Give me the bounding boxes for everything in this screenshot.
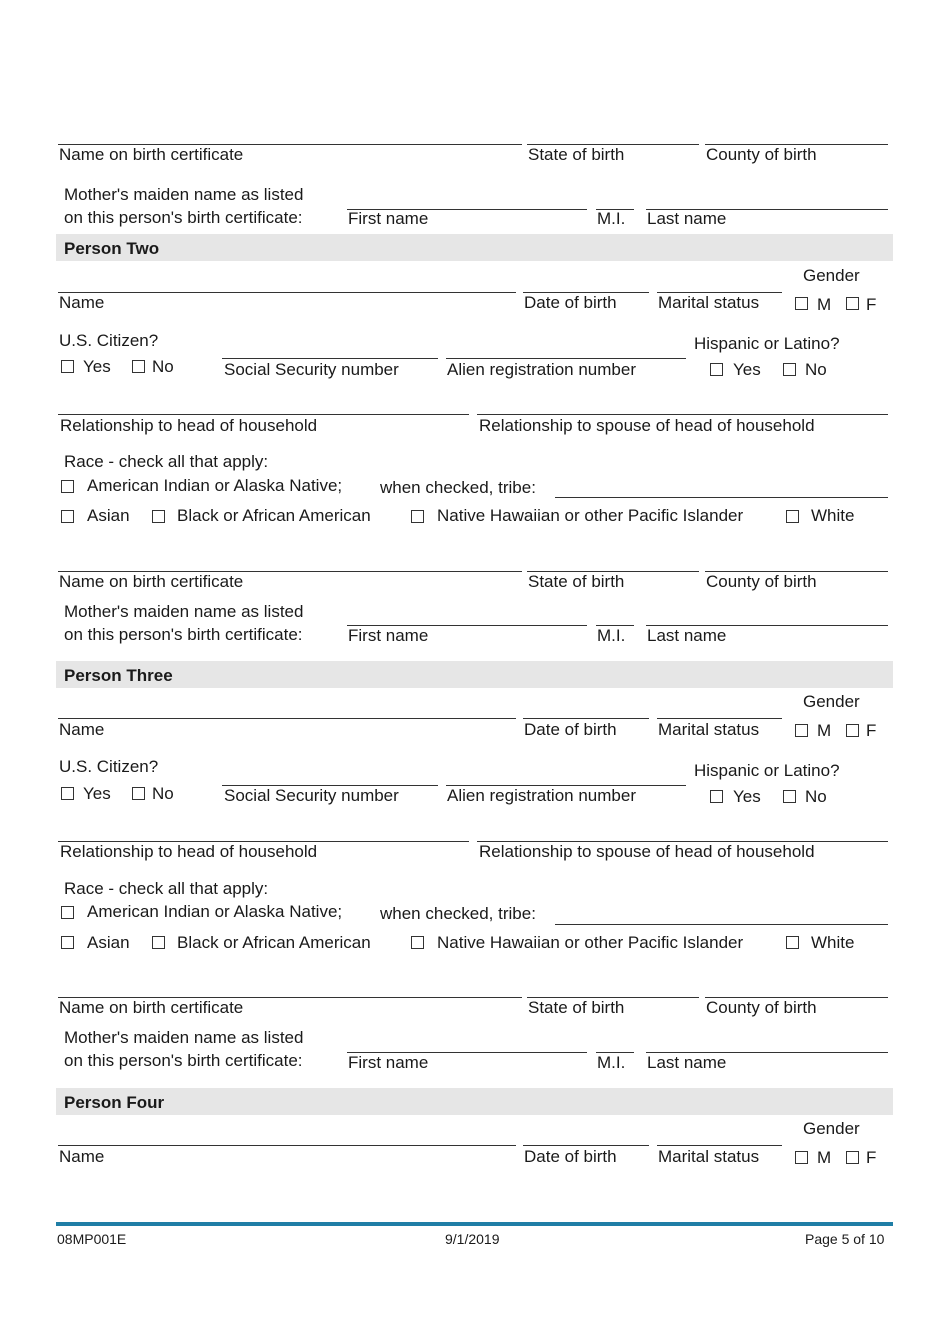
alien-reg-label: Alien registration number <box>447 360 636 379</box>
rel-head-label: Relationship to head of household <box>60 842 318 861</box>
citizen-yes-label: Yes <box>83 784 111 803</box>
date-of-birth-label: Date of birth <box>524 720 617 739</box>
hispanic-label: Hispanic or Latino? <box>694 761 840 780</box>
mothers-maiden-label-line1: Mother's maiden name as listed <box>64 602 304 621</box>
race-american-indian-checkbox-p3[interactable] <box>61 906 74 919</box>
county-of-birth-label: County of birth <box>706 572 817 591</box>
rel-spouse-label: Relationship to spouse of head of household <box>479 842 815 861</box>
hispanic-no-label: No <box>805 787 827 806</box>
state-of-birth-label: State of birth <box>528 572 625 591</box>
gender-m-label: M <box>817 1148 832 1167</box>
race-black-checkbox-p2[interactable] <box>152 510 165 523</box>
hispanic-yes-checkbox-p3[interactable] <box>710 790 723 803</box>
tribe-field-p2[interactable] <box>555 497 888 498</box>
county-of-birth-label: County of birth <box>706 145 817 164</box>
name-on-birth-cert-label: Name on birth certificate <box>59 998 244 1017</box>
mothers-maiden-label-line1: Mother's maiden name as listed <box>64 1028 304 1047</box>
last-name-label: Last name <box>647 209 727 228</box>
date-of-birth-label: Date of birth <box>524 293 617 312</box>
gender-m-label: M <box>817 721 832 740</box>
race-american-indian-label: American Indian or Alaska Native; <box>87 902 343 921</box>
rel-spouse-label: Relationship to spouse of head of household <box>479 416 815 435</box>
race-black-label: Black or African American <box>177 933 371 952</box>
section-title: Person Four <box>64 1093 165 1112</box>
marital-status-label: Marital status <box>658 720 760 739</box>
gender-f-label: F <box>866 295 877 314</box>
rel-head-label: Relationship to head of household <box>60 416 318 435</box>
section-header-person-four <box>56 1088 893 1115</box>
mothers-maiden-label-line1: Mother's maiden name as listed <box>64 185 304 204</box>
citizen-yes-checkbox-p2[interactable] <box>61 360 74 373</box>
race-asian-label: Asian <box>87 933 130 952</box>
mi-label: M.I. <box>597 1053 626 1072</box>
race-asian-checkbox-p2[interactable] <box>61 510 74 523</box>
gender-f-label: F <box>866 1148 877 1167</box>
mothers-maiden-label-line2: on this person's birth certificate: <box>64 1051 303 1070</box>
citizen-yes-label: Yes <box>83 357 111 376</box>
race-white-label: White <box>811 506 855 525</box>
name-on-birth-cert-label: Name on birth certificate <box>59 145 244 164</box>
gender-f-checkbox-p2[interactable] <box>846 297 859 310</box>
race-white-label: White <box>811 933 855 952</box>
name-label: Name <box>59 293 105 312</box>
race-asian-label: Asian <box>87 506 130 525</box>
mothers-maiden-label-line2: on this person's birth certificate: <box>64 208 303 227</box>
hispanic-no-checkbox-p3[interactable] <box>783 790 796 803</box>
citizen-no-label: No <box>152 784 174 803</box>
race-american-indian-checkbox-p2[interactable] <box>61 480 74 493</box>
us-citizen-label: U.S. Citizen? <box>59 757 159 776</box>
footer-rule <box>56 1222 893 1226</box>
date-of-birth-field-p4[interactable] <box>523 1145 649 1146</box>
gender-m-checkbox-p4[interactable] <box>795 1151 808 1164</box>
marital-status-field-p4[interactable] <box>657 1145 782 1146</box>
citizen-no-checkbox-p3[interactable] <box>132 787 145 800</box>
alien-reg-field-p2[interactable] <box>446 358 686 359</box>
name-label: Name <box>59 720 105 739</box>
gender-f-checkbox-p3[interactable] <box>846 724 859 737</box>
us-citizen-label: U.S. Citizen? <box>59 331 159 350</box>
name-field-p4[interactable] <box>58 1145 516 1146</box>
citizen-no-checkbox-p2[interactable] <box>132 360 145 373</box>
gender-f-checkbox-p4[interactable] <box>846 1151 859 1164</box>
tribe-label: when checked, tribe: <box>380 904 536 923</box>
gender-label: Gender <box>803 692 860 711</box>
rel-spouse-field-p2[interactable] <box>477 414 888 415</box>
hispanic-label: Hispanic or Latino? <box>694 334 840 353</box>
date-of-birth-label: Date of birth <box>524 1147 617 1166</box>
footer-form-id: 08MP001E <box>57 1231 127 1247</box>
race-title: Race - check all that apply: <box>64 879 269 898</box>
first-name-label: First name <box>348 1053 429 1072</box>
ssn-field-p2[interactable] <box>222 358 438 359</box>
tribe-label: when checked, tribe: <box>380 478 536 497</box>
section-header-person-three <box>56 661 893 688</box>
race-native-hawaiian-label: Native Hawaiian or other Pacific Islander <box>437 933 744 952</box>
section-title: Person Two <box>64 239 160 258</box>
ssn-label: Social Security number <box>224 786 399 805</box>
state-of-birth-label: State of birth <box>528 998 625 1017</box>
gender-label: Gender <box>803 266 860 285</box>
rel-head-field-p2[interactable] <box>58 414 469 415</box>
name-label: Name <box>59 1147 105 1166</box>
name-field-p2[interactable] <box>58 292 516 293</box>
race-white-checkbox-p3[interactable] <box>786 936 799 949</box>
footer-date: 9/1/2019 <box>445 1231 500 1247</box>
date-of-birth-field-p3[interactable] <box>523 718 649 719</box>
alien-reg-label: Alien registration number <box>447 786 636 805</box>
mi-label: M.I. <box>597 209 626 228</box>
race-native-hawaiian-label: Native Hawaiian or other Pacific Islander <box>437 506 744 525</box>
hispanic-yes-label: Yes <box>733 360 761 379</box>
hispanic-no-label: No <box>805 360 827 379</box>
gender-m-checkbox-p3[interactable] <box>795 724 808 737</box>
race-black-label: Black or African American <box>177 506 371 525</box>
gender-m-checkbox-p2[interactable] <box>795 297 808 310</box>
last-name-label: Last name <box>647 1053 727 1072</box>
name-field-p3[interactable] <box>58 718 516 719</box>
tribe-field-p3[interactable] <box>555 924 888 925</box>
gender-label: Gender <box>803 1119 860 1138</box>
race-american-indian-label: American Indian or Alaska Native; <box>87 476 343 495</box>
first-name-label: First name <box>348 626 429 645</box>
gender-f-label: F <box>866 721 877 740</box>
hispanic-yes-label: Yes <box>733 787 761 806</box>
marital-status-label: Marital status <box>658 1147 760 1166</box>
race-native-hawaiian-checkbox-p3[interactable] <box>411 936 424 949</box>
mothers-maiden-label-line2: on this person's birth certificate: <box>64 625 303 644</box>
hispanic-yes-checkbox-p2[interactable] <box>710 363 723 376</box>
marital-status-field-p3[interactable] <box>657 718 782 719</box>
name-on-birth-cert-label: Name on birth certificate <box>59 572 244 591</box>
last-name-label: Last name <box>647 626 727 645</box>
race-black-checkbox-p3[interactable] <box>152 936 165 949</box>
race-white-checkbox-p2[interactable] <box>786 510 799 523</box>
hispanic-no-checkbox-p2[interactable] <box>783 363 796 376</box>
race-asian-checkbox-p3[interactable] <box>61 936 74 949</box>
county-of-birth-label: County of birth <box>706 998 817 1017</box>
footer-page-number: Page 5 of 10 <box>805 1231 885 1247</box>
ssn-label: Social Security number <box>224 360 399 379</box>
race-title: Race - check all that apply: <box>64 452 269 471</box>
citizen-no-label: No <box>152 357 174 376</box>
first-name-label: First name <box>348 209 429 228</box>
state-of-birth-label: State of birth <box>528 145 625 164</box>
mi-label: M.I. <box>597 626 626 645</box>
marital-status-label: Marital status <box>658 293 760 312</box>
race-native-hawaiian-checkbox-p2[interactable] <box>411 510 424 523</box>
citizen-yes-checkbox-p3[interactable] <box>61 787 74 800</box>
gender-m-label: M <box>817 295 832 314</box>
section-title: Person Three <box>64 666 173 685</box>
section-header-person-two <box>56 234 893 261</box>
